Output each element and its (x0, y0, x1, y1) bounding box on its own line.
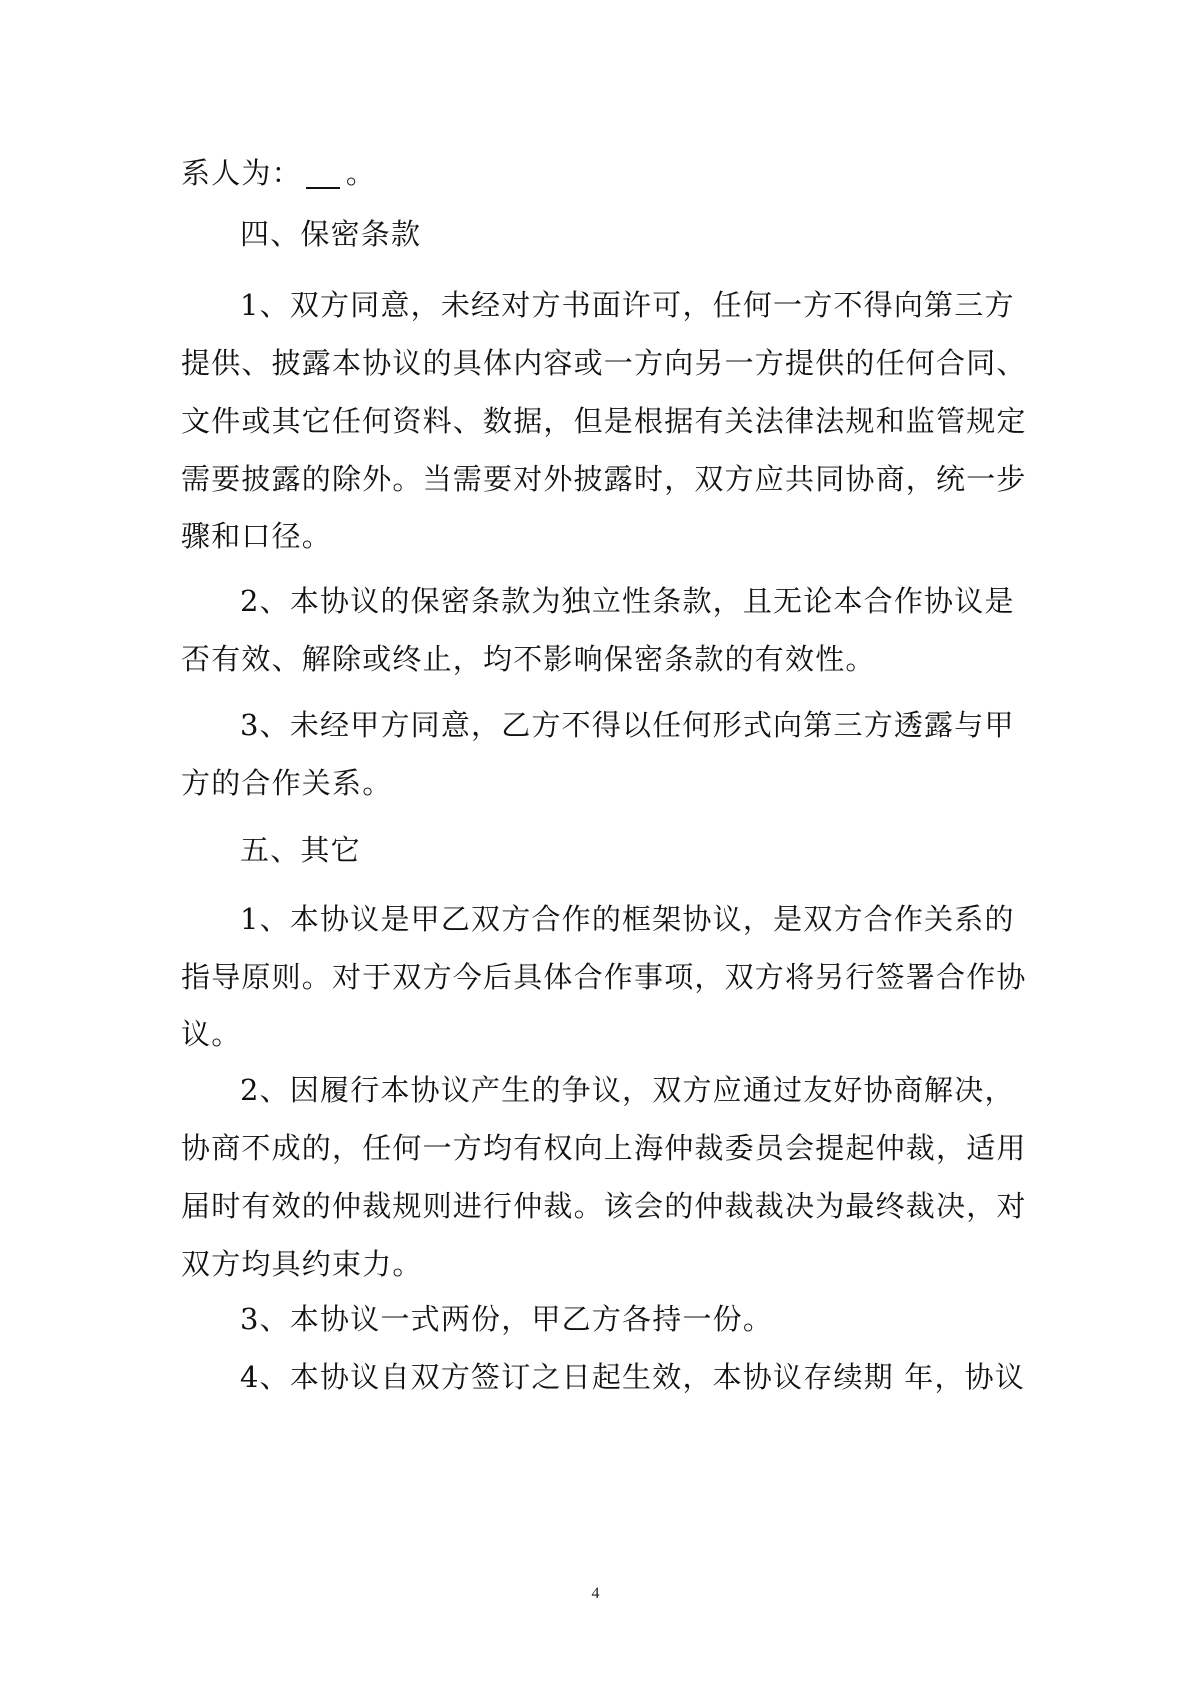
paragraph-line: 否有效、解除或终止，均不影响保密条款的有效性。 (181, 642, 876, 676)
fill-in-blank (306, 185, 340, 189)
paragraph-line: 届时有效的仲裁规则进行仲裁。该会的仲裁裁决为最终裁决，对 (181, 1189, 1027, 1223)
contact-line-prefix: 系人为： (181, 156, 302, 190)
paragraph-line: 需要披露的除外。当需要对外披露时，双方应共同协商，统一步 (181, 462, 1027, 496)
paragraph-line: 3、未经甲方同意，乙方不得以任何形式向第三方透露与甲 (240, 708, 1015, 742)
page-number: 4 (591, 1585, 600, 1602)
paragraph-line: 骤和口径。 (181, 519, 333, 553)
paragraph-line: 3、本协议一式两份，甲乙方各持一份。 (240, 1302, 774, 1336)
paragraph-line: 协商不成的，任何一方均有权向上海仲裁委员会提起仲裁，适用 (181, 1131, 1027, 1165)
paragraph-line: 文件或其它任何资料、数据，但是根据有关法律法规和监管规定 (181, 404, 1027, 438)
contact-line-suffix: 。 (345, 156, 377, 190)
section-heading-confidentiality: 四、保密条款 (240, 217, 422, 251)
paragraph-line: 2、本协议的保密条款为独立性条款，且无论本合作协议是 (240, 584, 1015, 618)
paragraph-line: 议。 (181, 1017, 242, 1051)
contact-line (181, 153, 1021, 193)
paragraph-line: 4、本协议自双方签订之日起生效，本协议存续期 年，协议 (240, 1360, 1026, 1394)
paragraph-line: 双方均具约束力。 (181, 1247, 423, 1281)
paragraph-line: 1、双方同意，未经对方书面许可，任何一方不得向第三方 (240, 288, 1015, 322)
paragraph-line: 指导原则。对于双方今后具体合作事项，双方将另行签署合作协 (181, 960, 1027, 994)
paragraph-line: 提供、披露本协议的具体内容或一方向另一方提供的任何合同、 (181, 346, 1027, 380)
paragraph-line: 2、因履行本协议产生的争议，双方应通过友好协商解决， (240, 1073, 1015, 1107)
paragraph-line: 方的合作关系。 (181, 766, 393, 800)
paragraph-line: 1、本协议是甲乙双方合作的框架协议，是双方合作关系的 (240, 902, 1015, 936)
section-heading-other: 五、其它 (240, 833, 361, 867)
